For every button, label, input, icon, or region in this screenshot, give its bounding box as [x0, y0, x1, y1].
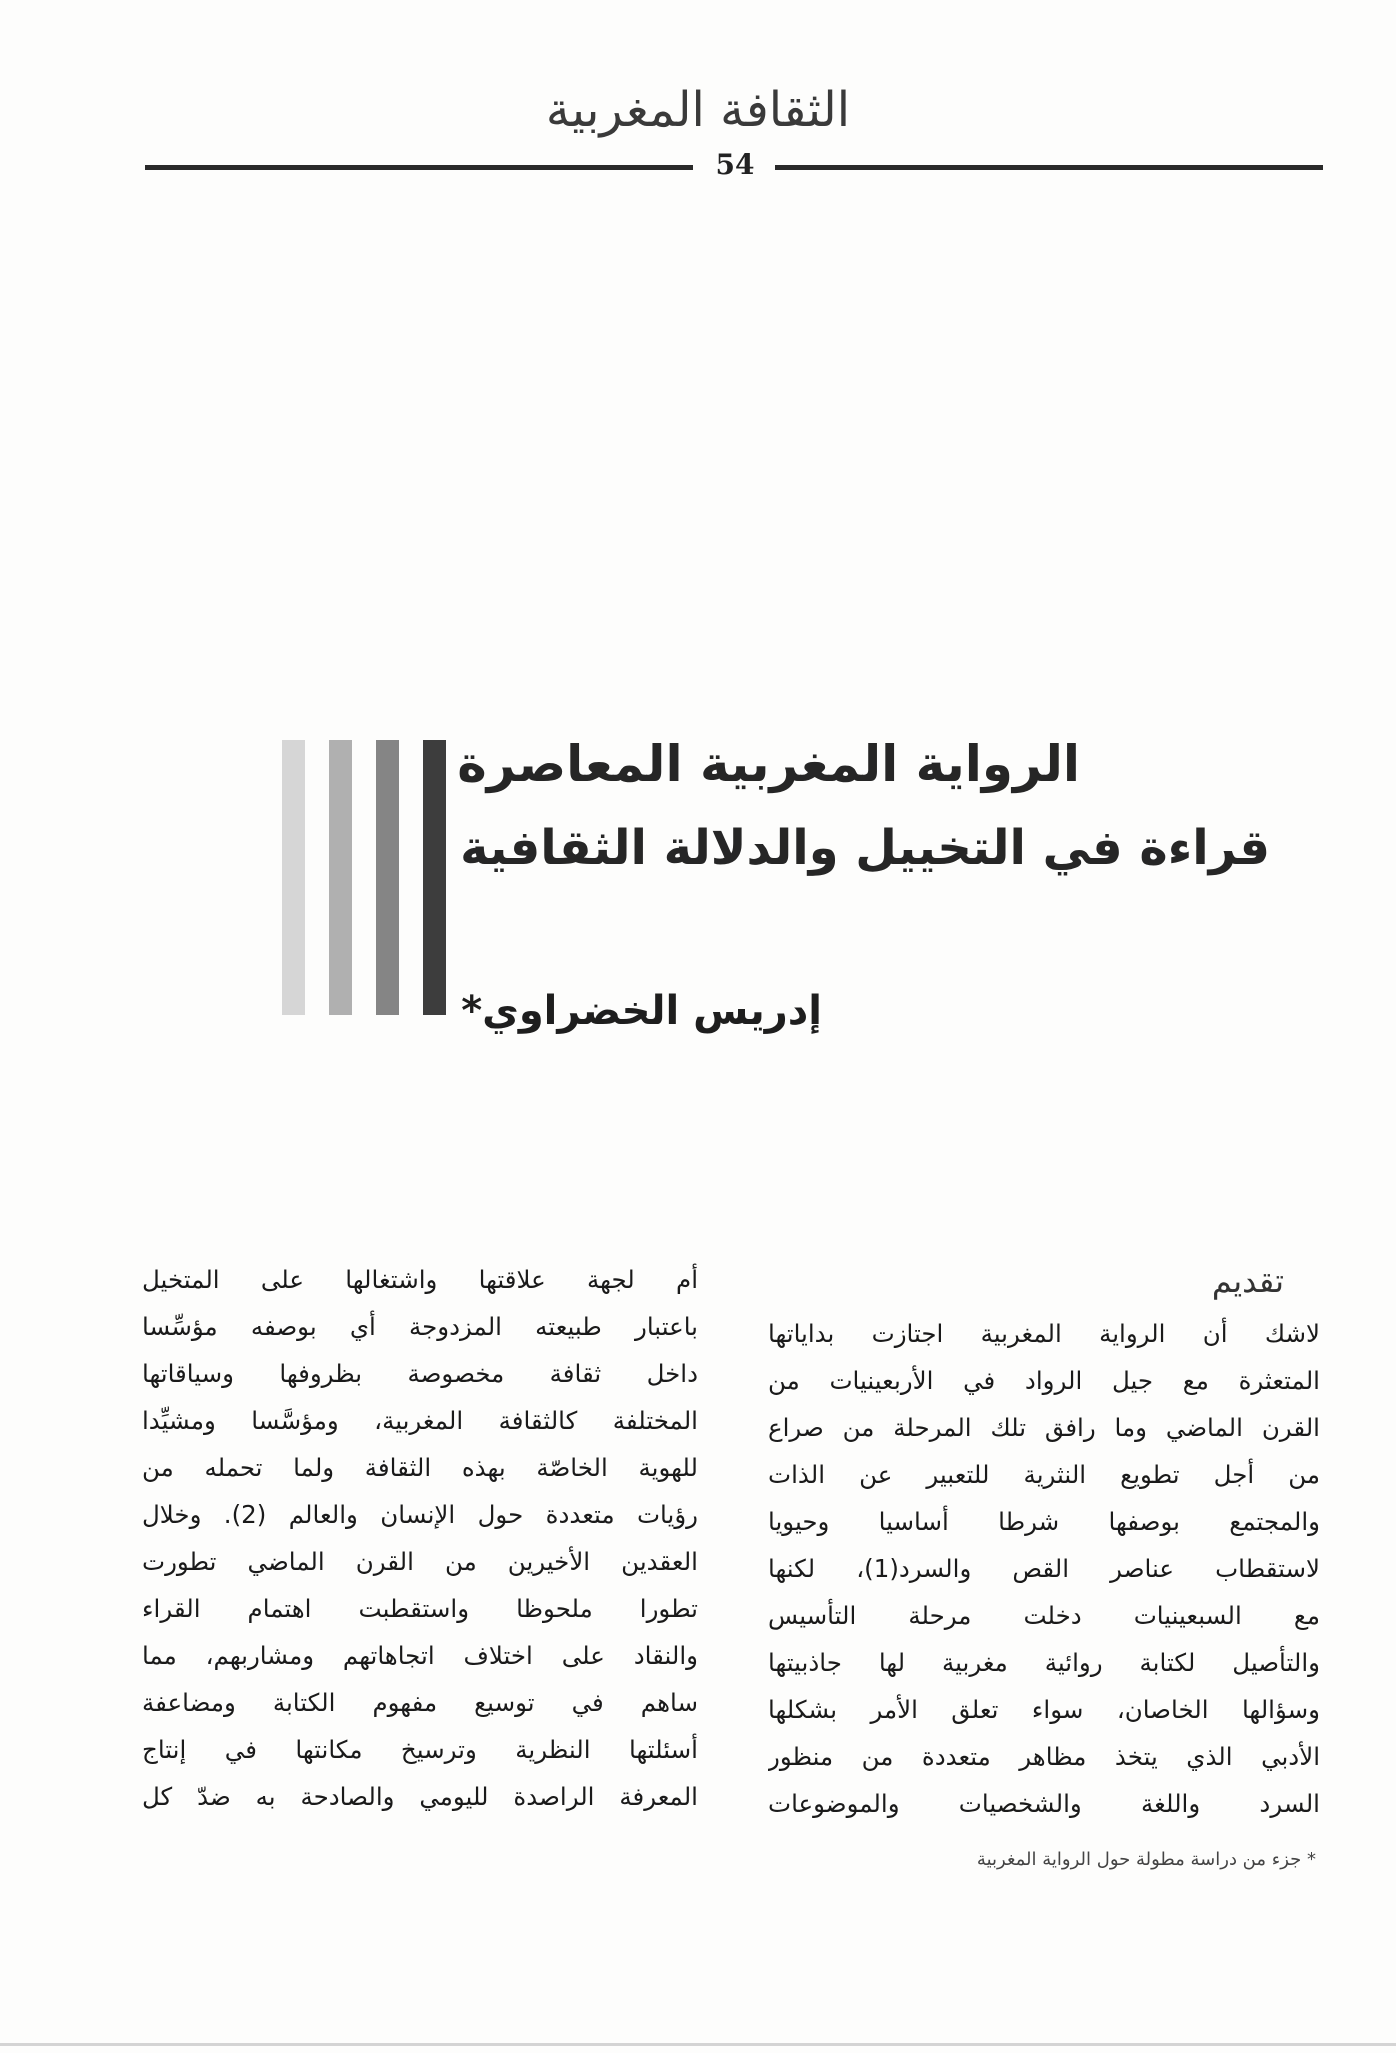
text-line: القرن الماضي وما رافق تلك المرحلة من صراع: [768, 1413, 1320, 1442]
text-line: والمجتمع بوصفها شرطا أساسيا وحيويا: [768, 1507, 1320, 1536]
decorative-bar: [282, 740, 305, 1015]
page-number: 54: [715, 148, 755, 181]
text-line: الأدبي الذي يتخذ مظاهر متعددة من منظور: [768, 1742, 1320, 1771]
text-line: أم لجهة علاقتها واشتغالها على المتخيل: [142, 1265, 698, 1294]
article-subtitle: قراءة في التخييل والدلالة الثقافية: [460, 820, 1270, 876]
text-line: والتأصيل لكتابة روائية مغربية لها جاذبيتها: [768, 1648, 1320, 1677]
text-line: رؤيات متعددة حول الإنسان والعالم (2). وخلال: [142, 1500, 698, 1529]
text-line: لاستقطاب عناصر القص والسرد(1)، لكنها: [768, 1554, 1320, 1583]
decorative-bar: [329, 740, 352, 1015]
decorative-bar: [376, 740, 399, 1015]
footnote: * جزء من دراسة مطولة حول الرواية المغربية: [976, 1849, 1316, 1870]
bottom-edge: [0, 2043, 1396, 2046]
text-line: والنقاد على اختلاف اتجاهاتهم ومشاربهم، مما: [142, 1641, 698, 1670]
left-column-text: [142, 1256, 698, 1820]
text-line: وسؤالها الخاصان، سواء تعلق الأمر بشكلها: [768, 1695, 1320, 1724]
right-column-text: [768, 1310, 1320, 1827]
journal-title: الثقافة المغربية: [545, 82, 851, 138]
text-line: للهوية الخاصّة بهذه الثقافة ولما تحمله من: [142, 1453, 698, 1482]
text-line: السرد واللغة والشخصيات والموضوعات: [768, 1789, 1320, 1818]
text-line: المختلفة كالثقافة المغربية، ومؤسَّسا ومشيِّدا: [142, 1406, 698, 1435]
text-line: ساهم في توسيع مفهوم الكتابة ومضاعفة: [142, 1688, 698, 1717]
text-line: العقدين الأخيرين من القرن الماضي تطورت: [142, 1547, 698, 1576]
section-heading: تقديم: [1211, 1262, 1284, 1300]
text-line: من أجل تطويع النثرية للتعبير عن الذات: [768, 1460, 1320, 1489]
text-line: تطورا ملحوظا واستقطبت اهتمام القراء: [142, 1594, 698, 1623]
article-author: إدريس الخضراوي*: [461, 988, 822, 1034]
text-line: المعرفة الراصدة لليومي والصادحة به ضدّ كل: [142, 1782, 698, 1811]
text-line: المتعثرة مع جيل الرواد في الأربعينيات من: [768, 1366, 1320, 1395]
text-line: أسئلتها النظرية وترسيخ مكانتها في إنتاج: [142, 1735, 698, 1764]
article-title: الرواية المغربية المعاصرة: [457, 735, 1080, 793]
header-rule-right: [775, 165, 1323, 170]
header-rule-left: [145, 165, 693, 170]
text-line: داخل ثقافة مخصوصة بظروفها وسياقاتها: [142, 1359, 698, 1388]
text-line: لاشك أن الرواية المغربية اجتازت بداياتها: [768, 1319, 1320, 1348]
decorative-bar: [423, 740, 446, 1015]
text-line: مع السبعينيات دخلت مرحلة التأسيس: [768, 1601, 1320, 1630]
text-line: باعتبار طبيعته المزدوجة أي بوصفه مؤسِّسا: [142, 1312, 698, 1341]
